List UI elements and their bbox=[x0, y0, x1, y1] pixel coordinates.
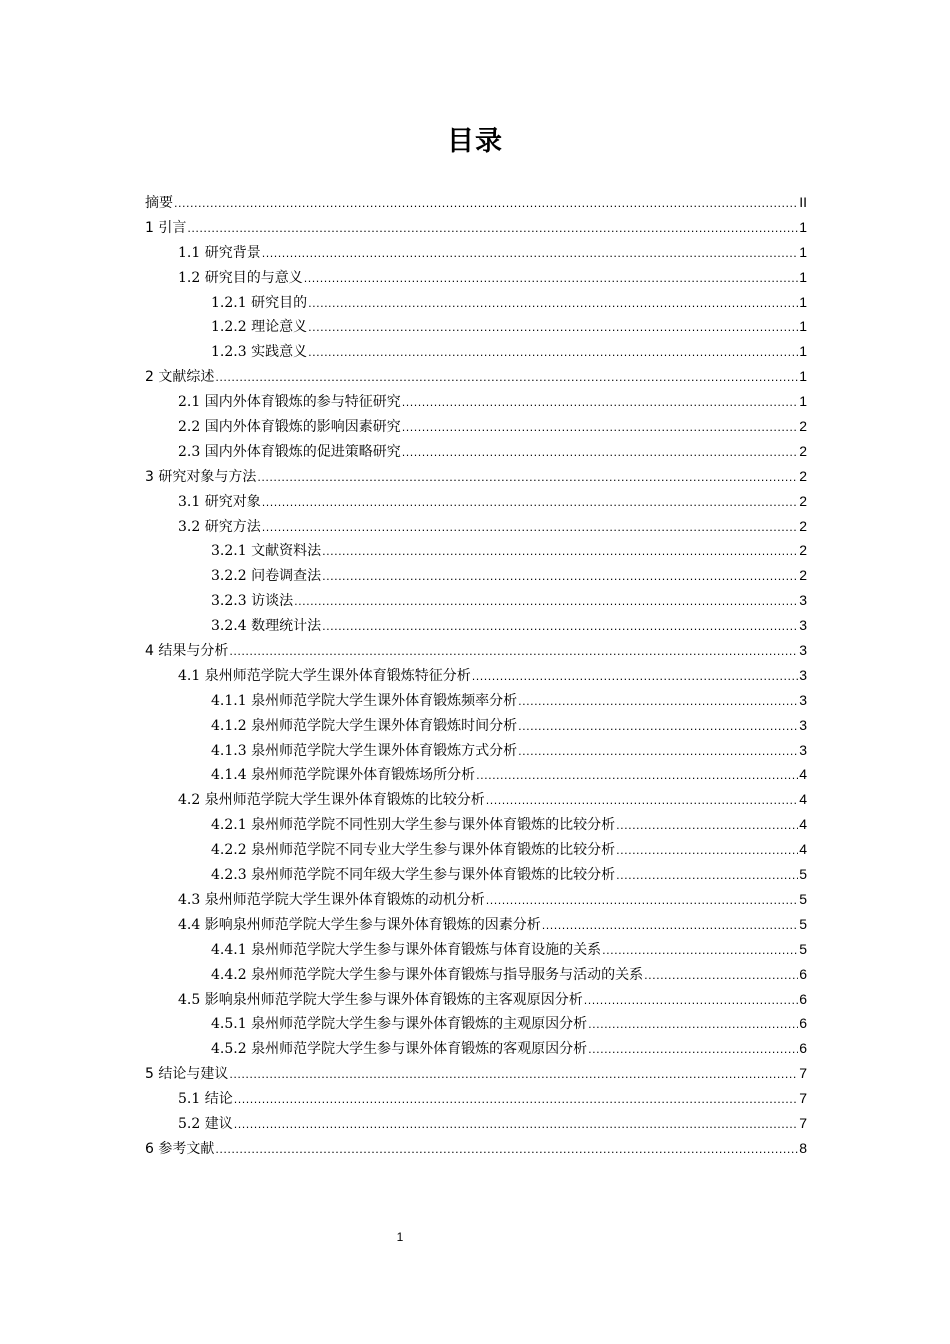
toc-entry[interactable] bbox=[145, 837, 807, 862]
toc-leader-dots bbox=[518, 715, 798, 740]
toc-entry-page: 6 bbox=[799, 1015, 807, 1032]
toc-entry-page: 5 bbox=[799, 890, 807, 907]
toc-entry-label: 1.2.1 研究目的 bbox=[211, 294, 308, 311]
toc-entry[interactable] bbox=[145, 787, 807, 812]
toc-entry-label: 1 引言 bbox=[145, 219, 187, 236]
toc-entry-page: 7 bbox=[799, 1090, 807, 1107]
toc-entry-page: 5 bbox=[799, 866, 807, 883]
toc-leader-dots bbox=[542, 914, 798, 939]
toc-entry-label: 4.2.1 泉州师范学院不同性别大学生参与课外体育锻炼的比较分析 bbox=[211, 817, 616, 834]
toc-entry-page: II bbox=[799, 194, 807, 210]
toc-entry-page: 3 bbox=[799, 691, 807, 708]
toc-entry-label: 4.1.2 泉州师范学院大学生课外体育锻炼时间分析 bbox=[211, 717, 518, 734]
toc-entry-label: 1.2.2 理论意义 bbox=[211, 319, 308, 336]
toc-entry-label: 3.2.1 文献资料法 bbox=[211, 543, 322, 560]
toc-entry[interactable] bbox=[145, 364, 807, 389]
toc-entry-label: 2 文献综述 bbox=[145, 369, 215, 386]
toc-entry-label: 2.2 国内外体育锻炼的影响因素研究 bbox=[178, 419, 401, 436]
toc-leader-dots bbox=[486, 789, 798, 814]
toc-leader-dots bbox=[308, 316, 798, 341]
toc-entry-label: 4.2.3 泉州师范学院不同年级大学生参与课外体育锻炼的比较分析 bbox=[211, 867, 616, 884]
toc-entry-page: 4 bbox=[799, 816, 807, 833]
toc-entry-label: 4.5.2 泉州师范学院大学生参与课外体育锻炼的客观原因分析 bbox=[211, 1041, 588, 1058]
toc-entry-page: 2 bbox=[799, 418, 807, 435]
toc-entry[interactable] bbox=[145, 538, 807, 563]
toc-entry-page: 3 bbox=[799, 741, 807, 758]
toc-entry-label: 4 结果与分析 bbox=[145, 643, 229, 660]
toc-leader-dots bbox=[262, 491, 798, 516]
toc-entry[interactable] bbox=[145, 563, 807, 588]
toc-leader-dots bbox=[322, 615, 798, 640]
toc-leader-dots bbox=[402, 441, 798, 466]
toc-entry[interactable] bbox=[145, 738, 807, 763]
toc-entry[interactable] bbox=[145, 613, 807, 638]
toc-entry-page: 2 bbox=[799, 492, 807, 509]
toc-entry-label: 2.3 国内外体育锻炼的促进策略研究 bbox=[178, 443, 401, 460]
toc-leader-dots bbox=[262, 516, 798, 541]
toc-entry-label: 4.2.2 泉州师范学院不同专业大学生参与课外体育锻炼的比较分析 bbox=[211, 842, 616, 859]
toc-leader-dots bbox=[304, 267, 798, 292]
toc-entry-page: 2 bbox=[799, 542, 807, 559]
toc-entry-label: 3.2 研究方法 bbox=[178, 518, 261, 535]
toc-leader-dots bbox=[229, 640, 798, 665]
toc-leader-dots bbox=[588, 1038, 798, 1063]
toc-leader-dots bbox=[308, 292, 798, 317]
toc-leader-dots bbox=[472, 665, 798, 690]
toc-leader-dots bbox=[229, 1063, 798, 1088]
toc-entry-label: 4.1.1 泉州师范学院大学生课外体育锻炼频率分析 bbox=[211, 692, 518, 709]
toc-entry[interactable] bbox=[145, 514, 807, 539]
toc-entry[interactable] bbox=[145, 962, 807, 987]
toc-leader-dots bbox=[486, 889, 798, 914]
toc-entry-page: 3 bbox=[799, 592, 807, 609]
toc-leader-dots bbox=[616, 864, 798, 889]
toc-entry[interactable] bbox=[145, 987, 807, 1012]
toc-entry-page: 3 bbox=[799, 716, 807, 733]
toc-entry[interactable] bbox=[145, 215, 807, 240]
toc-leader-dots bbox=[215, 366, 798, 391]
toc-entry[interactable] bbox=[145, 1036, 807, 1061]
toc-entry-page: 1 bbox=[799, 393, 807, 410]
toc-entry-label: 4.2 泉州师范学院大学生课外体育锻炼的比较分析 bbox=[178, 792, 485, 809]
page-number: 1 bbox=[396, 1230, 404, 1244]
toc-entry-page: 2 bbox=[799, 517, 807, 534]
toc-entry-label: 6 参考文献 bbox=[145, 1140, 215, 1157]
toc-entry-page: 6 bbox=[799, 1040, 807, 1057]
toc-leader-dots bbox=[322, 565, 798, 590]
toc-entry[interactable] bbox=[145, 887, 807, 912]
toc-entry-label: 5.2 建议 bbox=[178, 1115, 233, 1132]
toc-entry-page: 2 bbox=[799, 567, 807, 584]
toc-entry-page: 3 bbox=[799, 642, 807, 659]
toc-entry-label: 4.4.2 泉州师范学院大学生参与课外体育锻炼与指导服务与活动的关系 bbox=[211, 966, 644, 983]
toc-entry-page: 7 bbox=[799, 1114, 807, 1131]
toc-entry-label: 5.1 结论 bbox=[178, 1091, 233, 1108]
toc-entry[interactable] bbox=[145, 1011, 807, 1036]
toc-entry-label: 1.2.3 实践意义 bbox=[211, 344, 308, 361]
toc-entry-label: 4.5 影响泉州师范学院大学生参与课外体育锻炼的主客观原因分析 bbox=[178, 991, 583, 1008]
toc-entry-page: 4 bbox=[799, 841, 807, 858]
toc-entry-page: 4 bbox=[799, 791, 807, 808]
toc-leader-dots bbox=[644, 964, 798, 989]
toc-entry-page: 4 bbox=[799, 766, 807, 783]
toc-entry[interactable] bbox=[145, 339, 807, 364]
toc-leader-dots bbox=[402, 391, 798, 416]
toc-entry[interactable] bbox=[145, 588, 807, 613]
toc-entry[interactable] bbox=[145, 638, 807, 663]
toc-leader-dots bbox=[476, 764, 798, 789]
toc-entry[interactable] bbox=[145, 812, 807, 837]
toc-entry-page: 5 bbox=[799, 915, 807, 932]
toc-entry-page: 6 bbox=[799, 965, 807, 982]
toc-entry[interactable] bbox=[145, 314, 807, 339]
toc-entry-label: 5 结论与建议 bbox=[145, 1066, 229, 1083]
toc-entry[interactable] bbox=[145, 190, 807, 215]
toc-entry-label: 4.4.1 泉州师范学院大学生参与课外体育锻炼与体育设施的关系 bbox=[211, 941, 602, 958]
toc-entry-label: 3.2.4 数理统计法 bbox=[211, 618, 322, 635]
toc-leader-dots bbox=[616, 814, 798, 839]
toc-entry-page: 3 bbox=[799, 666, 807, 683]
toc-entry-page: 1 bbox=[799, 343, 807, 360]
toc-entry-page: 2 bbox=[799, 442, 807, 459]
toc-leader-dots bbox=[518, 740, 798, 765]
toc-entry[interactable] bbox=[145, 464, 807, 489]
toc-entry-page: 1 bbox=[799, 318, 807, 335]
toc-entry[interactable] bbox=[145, 240, 807, 265]
toc-entry[interactable] bbox=[145, 414, 807, 439]
page-title: 目录 bbox=[447, 126, 503, 157]
toc-entry-label: 4.4 影响泉州师范学院大学生参与课外体育锻炼的因素分析 bbox=[178, 916, 541, 933]
toc-entry[interactable] bbox=[145, 937, 807, 962]
toc-entry[interactable] bbox=[145, 439, 807, 464]
toc-entry-page: 6 bbox=[799, 990, 807, 1007]
toc-entry[interactable] bbox=[145, 1136, 807, 1161]
toc-entry[interactable] bbox=[145, 1111, 807, 1136]
toc-entry-page: 1 bbox=[799, 268, 807, 285]
toc-leader-dots bbox=[257, 466, 798, 491]
toc-leader-dots bbox=[308, 341, 798, 366]
toc-entry-label: 4.3 泉州师范学院大学生课外体育锻炼的动机分析 bbox=[178, 891, 485, 908]
toc-entry-page: 1 bbox=[799, 293, 807, 310]
toc-entry[interactable] bbox=[145, 862, 807, 887]
toc-entry[interactable] bbox=[145, 290, 807, 315]
toc-entry-page: 5 bbox=[799, 940, 807, 957]
toc-entry-label: 3 研究对象与方法 bbox=[145, 468, 257, 485]
toc-entry-page: 7 bbox=[799, 1065, 807, 1082]
toc-leader-dots bbox=[616, 839, 798, 864]
toc-entry-page: 8 bbox=[799, 1139, 807, 1156]
toc-leader-dots bbox=[187, 217, 798, 242]
toc-leader-dots bbox=[174, 192, 798, 217]
toc-leader-dots bbox=[215, 1138, 798, 1163]
toc-entry[interactable] bbox=[145, 663, 807, 688]
toc-entry-page: 1 bbox=[799, 368, 807, 385]
toc-entry-page: 3 bbox=[799, 617, 807, 634]
toc-entry[interactable] bbox=[145, 389, 807, 414]
toc-leader-dots bbox=[322, 540, 798, 565]
toc-leader-dots bbox=[518, 690, 798, 715]
toc-entry-label: 4.1 泉州师范学院大学生课外体育锻炼特征分析 bbox=[178, 667, 471, 684]
toc-entry-page: 1 bbox=[799, 218, 807, 235]
toc-entry[interactable] bbox=[145, 1061, 807, 1086]
table-of-contents bbox=[145, 190, 807, 1161]
toc-entry[interactable] bbox=[145, 762, 807, 787]
toc-entry-label: 4.1.3 泉州师范学院大学生课外体育锻炼方式分析 bbox=[211, 742, 518, 759]
toc-entry-label: 1.1 研究背景 bbox=[178, 244, 261, 261]
toc-leader-dots bbox=[588, 1013, 798, 1038]
toc-entry-label: 3.1 研究对象 bbox=[178, 493, 261, 510]
toc-entry[interactable] bbox=[145, 912, 807, 937]
toc-entry[interactable] bbox=[145, 713, 807, 738]
toc-leader-dots bbox=[234, 1113, 798, 1138]
toc-leader-dots bbox=[294, 590, 798, 615]
toc-leader-dots bbox=[262, 242, 798, 267]
toc-entry[interactable] bbox=[145, 265, 807, 290]
toc-leader-dots bbox=[602, 939, 798, 964]
toc-entry-label: 2.1 国内外体育锻炼的参与特征研究 bbox=[178, 394, 401, 411]
toc-leader-dots bbox=[234, 1088, 798, 1113]
toc-entry-label: 4.1.4 泉州师范学院课外体育锻炼场所分析 bbox=[211, 767, 476, 784]
toc-entry-label: 1.2 研究目的与意义 bbox=[178, 269, 303, 286]
toc-entry-label: 3.2.2 问卷调查法 bbox=[211, 568, 322, 585]
toc-leader-dots bbox=[584, 989, 798, 1014]
toc-leader-dots bbox=[402, 416, 798, 441]
toc-entry-label: 摘要 bbox=[145, 195, 173, 211]
toc-entry[interactable] bbox=[145, 688, 807, 713]
toc-entry-label: 3.2.3 访谈法 bbox=[211, 593, 294, 610]
toc-entry-label: 4.5.1 泉州师范学院大学生参与课外体育锻炼的主观原因分析 bbox=[211, 1016, 588, 1033]
toc-entry-page: 2 bbox=[799, 467, 807, 484]
toc-entry-page: 1 bbox=[799, 243, 807, 260]
toc-entry[interactable] bbox=[145, 489, 807, 514]
toc-entry[interactable] bbox=[145, 1086, 807, 1111]
